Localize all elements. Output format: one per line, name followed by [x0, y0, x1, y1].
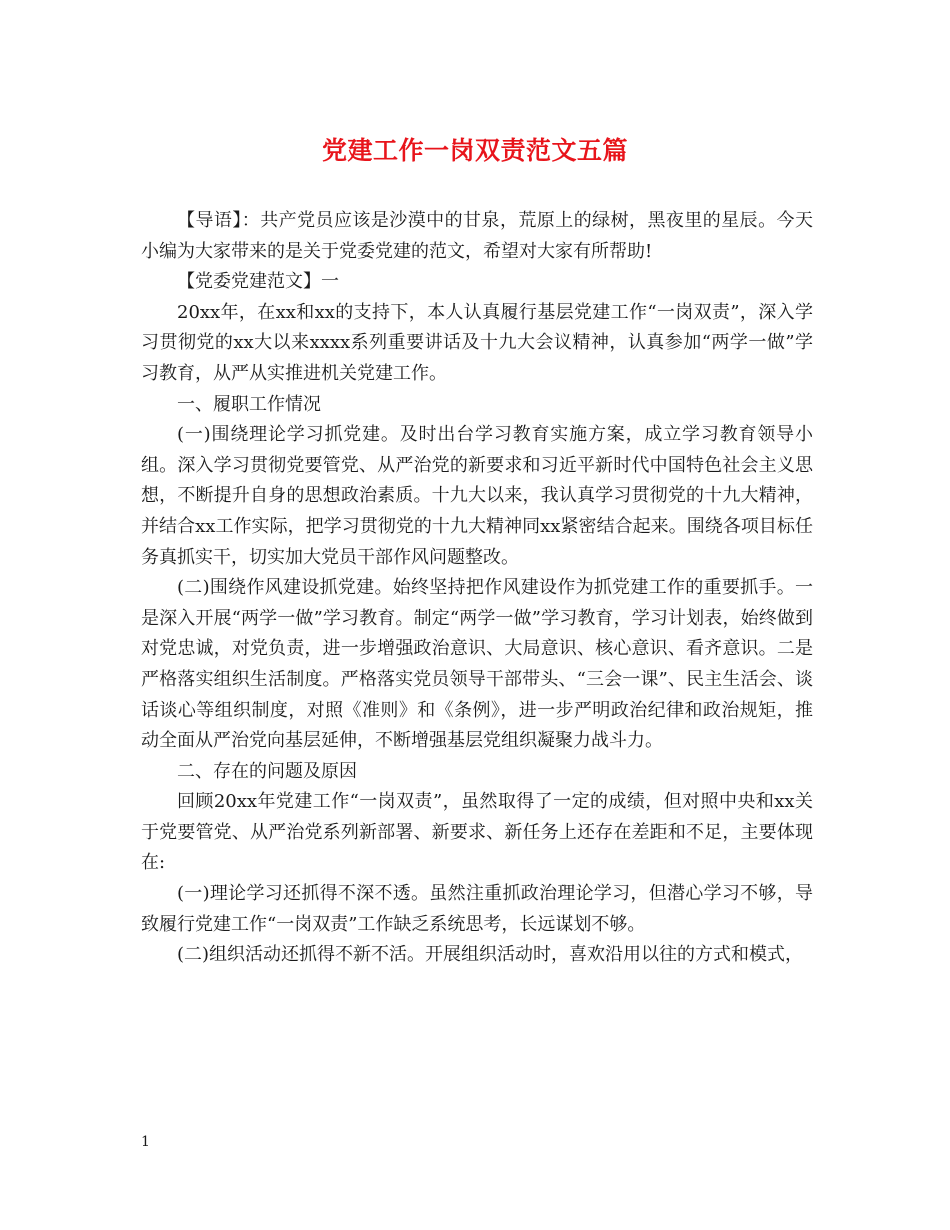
- paragraph: (一)围绕理论学习抓党建。及时出台学习教育实施方案，成立学习教育领导小组。深入学习贯彻党要管党、从严治党的新要求和习近平新时代中国特色社会主义思想，不断提升自身的思想政治素质。十九大以来，我认真学习贯彻党的十九大精神，并结合xx工作实际，把学习贯彻党的十九大精神同xx紧密结合起来。围绕各项目标任务真抓实干，切实加大党员干部作风问题整改。: [141, 424, 813, 568]
- paragraph: (二)组织活动还抓得不新不活。开展组织活动时，喜欢沿用以往的方式和模式，: [177, 944, 804, 966]
- document-title: 党建工作一岗双责范文五篇: [321, 136, 628, 165]
- paragraph-heading: 一、履职工作情况: [177, 393, 321, 415]
- paragraph-intro: 【导语】：共产党员应该是沙漠中的甘泉，荒原上的绿树，黑夜里的星辰。今天小编为大家带来的是关于党委党建的范文，希望对大家有所帮助!: [141, 210, 813, 262]
- paragraph: 20xx年，在xx和xx的支持下，本人认真履行基层党建工作“一岗双责”，深入学习贯彻党的xx大以来xxxx系列重要讲话及十九大会议精神，认真参加“两学一做”学习教育，从严从实推进机关党建工作。: [141, 301, 813, 384]
- paragraph: (一)理论学习还抓得不深不透。虽然注重抓政治理论学习，但潜心学习不够，导致履行党建工作“一岗双责”工作缺乏系统思考，长远谋划不够。: [141, 883, 813, 935]
- page-number: 1: [141, 1134, 150, 1150]
- paragraph-heading: 二、存在的问题及原因: [177, 760, 357, 782]
- paragraph-section-heading: 【党委党建范文】一: [177, 271, 339, 293]
- paragraph: (二)围绕作风建设抓党建。始终坚持把作风建设作为抓党建工作的重要抓手。一是深入开展“两学一做”学习教育。制定“两学一做”学习教育，学习计划表，始终做到对党忠诚，对党负责，进一步增强政治意识、大局意识、核心意识、看齐意识。二是严格落实组织生活制度。严格落实党员领导干部带头、“三会一课”、民主生活会、谈话谈心等组织制度，对照《准则》和《条例》，进一步严明政治纪律和政治规矩，推动全面从严治党向基层延伸，不断增强基层党组织凝聚力战斗力。: [141, 577, 813, 752]
- paragraph: 回顾20xx年党建工作“一岗双责”，虽然取得了一定的成绩，但对照中央和xx关于党要管党、从严治党系列新部署、新要求、新任务上还存在差距和不足，主要体现在:: [141, 791, 813, 874]
- document-body: [141, 206, 813, 971]
